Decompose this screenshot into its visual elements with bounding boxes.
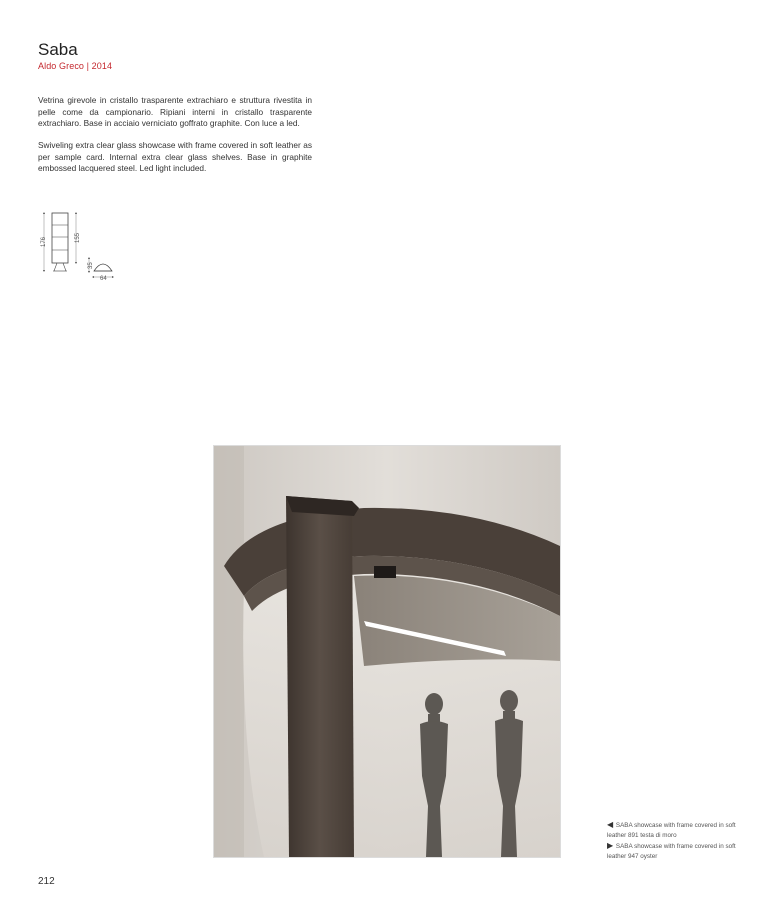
total-height-label: 176 xyxy=(41,236,47,247)
technical-drawing xyxy=(32,205,132,285)
caption-left-text: SABA showcase with frame covered in soft leather 891 testa di moro xyxy=(607,822,736,839)
arrow-right-icon: ▶ xyxy=(607,841,614,850)
body-height-label: 155 xyxy=(75,232,81,243)
arrow-left-icon: ◀ xyxy=(607,820,614,829)
designer-year: Aldo Greco | 2014 xyxy=(38,61,113,71)
page-number: 212 xyxy=(38,876,55,887)
depth-label: 35 xyxy=(88,262,94,269)
width-label: 64 xyxy=(100,276,107,282)
caption-left xyxy=(607,820,747,841)
leather-frame-post xyxy=(286,496,354,857)
caption-right-text: SABA showcase with frame covered in soft leather 947 oyster xyxy=(607,843,736,860)
product-title: Saba xyxy=(38,40,78,59)
caption-right xyxy=(607,841,747,862)
photo-captions xyxy=(607,820,747,862)
description-italian: Vetrina girevole in cristallo trasparente extrachiaro e struttura rivestita in pelle come da campionario. Ripiani interni in cristallo trasparente extrachiaro. Base in acciaio verniciato goffrato graphite. Con luce a led. xyxy=(38,95,312,129)
plan-view-icon xyxy=(94,264,112,271)
cabinet-elevation-icon xyxy=(52,213,68,271)
description-english: Swiveling extra clear glass showcase with frame covered in soft leather as per sample card. Internal extra clear glass shelves. Base in graphite embossed lacquered steel. Led light included. xyxy=(38,140,312,174)
product-photo xyxy=(213,445,561,858)
